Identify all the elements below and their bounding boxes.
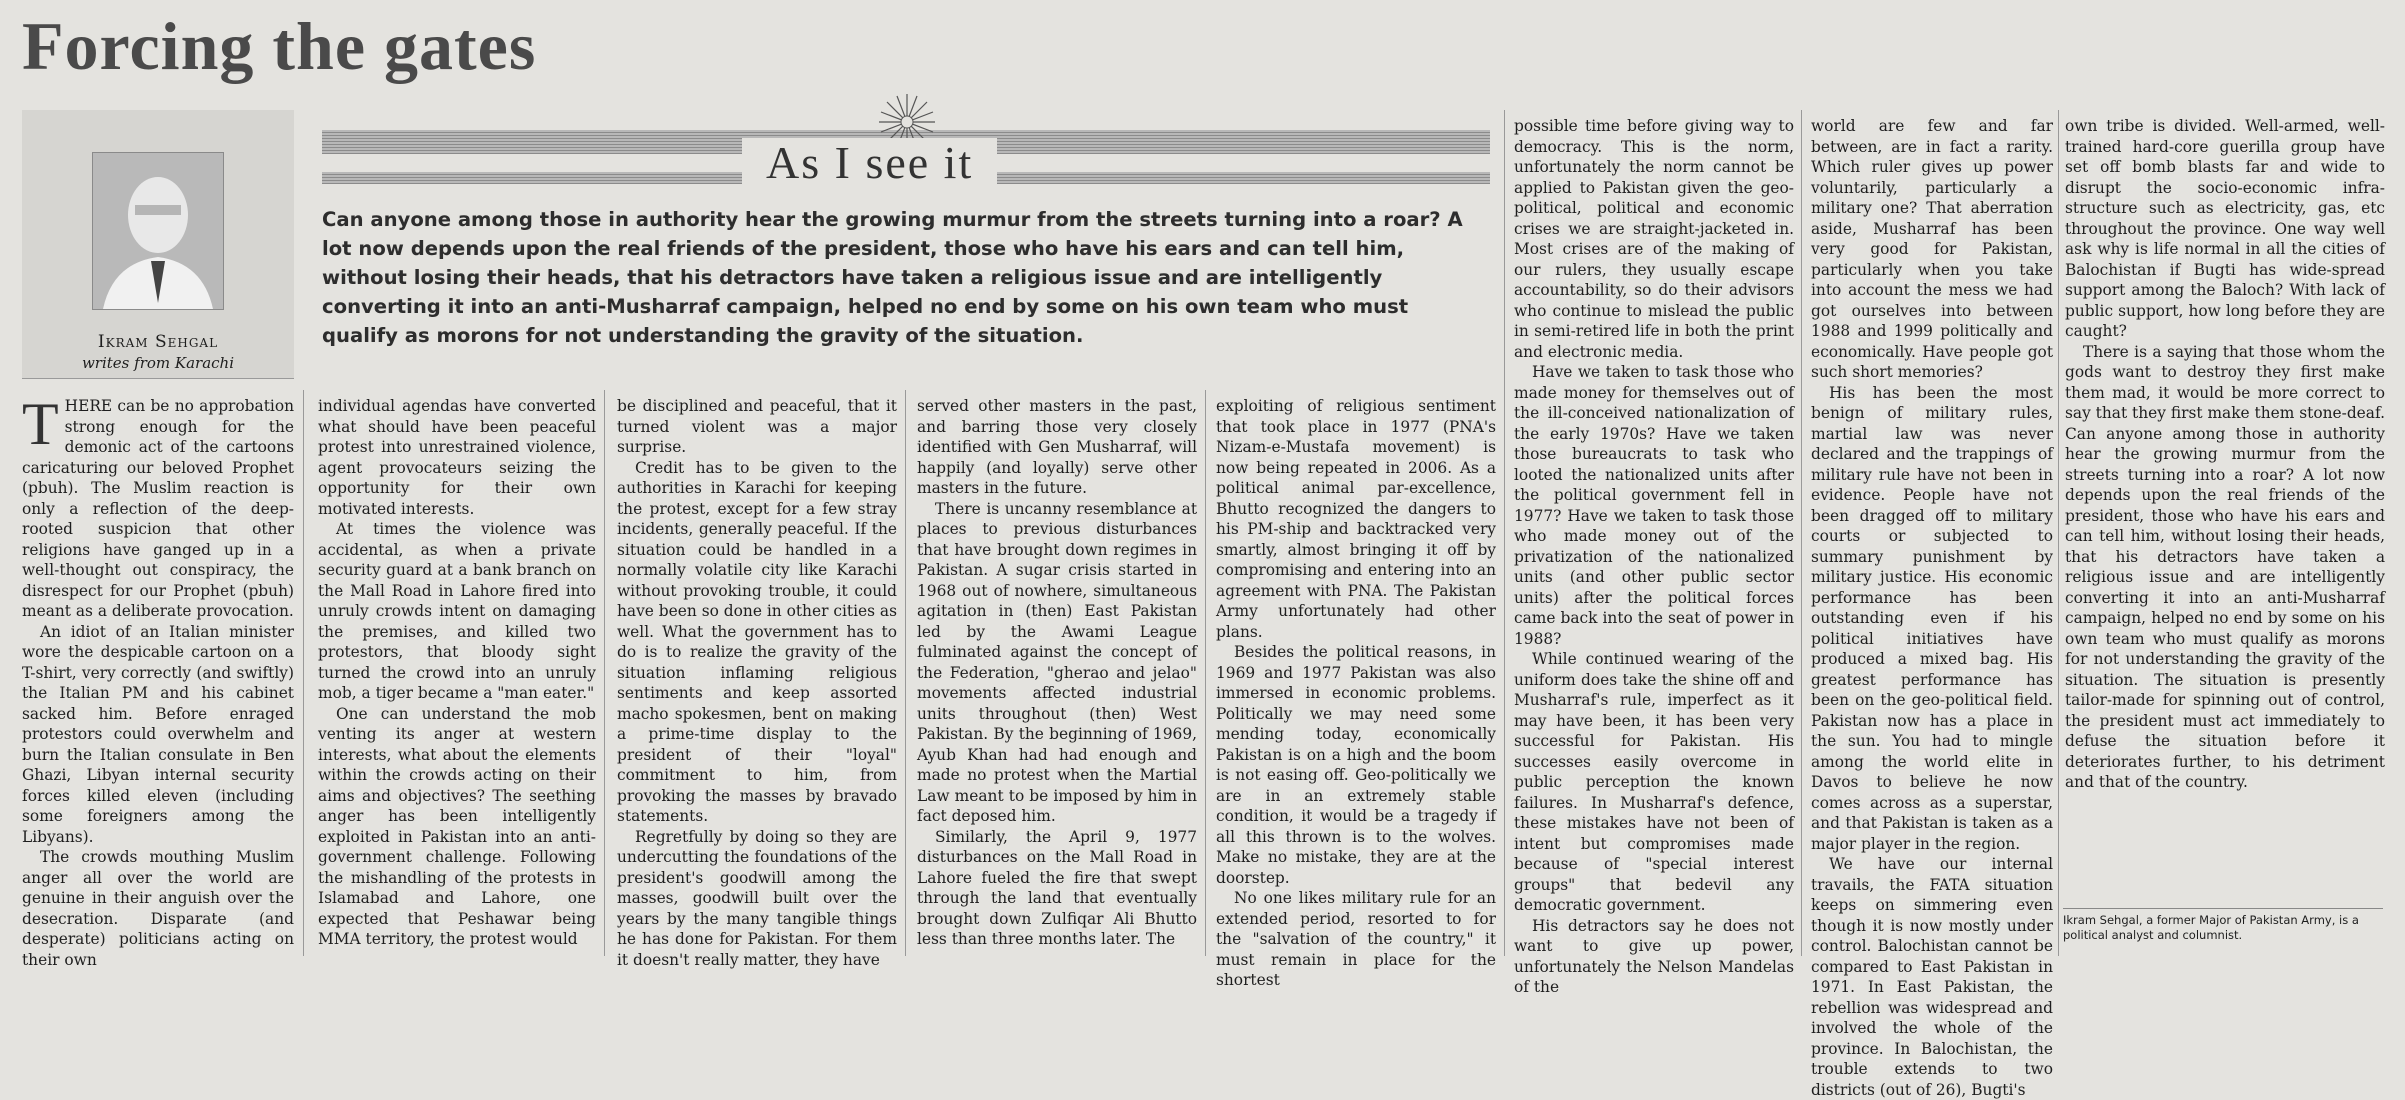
paragraph: individual agendas have converted what should have been peaceful protest into unrestrained violence, agent provocateurs seizing the opportunity for their own motivated interests. <box>318 397 596 518</box>
author-bio: Ikram Sehgal, a former Major of Pakistan Army, is a political analyst and columnist. <box>2063 908 2383 943</box>
paragraph: We have our internal travails, the FATA situation keeps on simmering even though it is now mostly under control. Balochistan cannot be compared to East Pakistan in 1971. In East Pakistan, the rebellion was widespread and involved the whole of the province. In Balochistan, the trouble extends to two districts (out of 26), Bugti's <box>1811 855 2053 1099</box>
article-column-4 <box>917 396 1197 952</box>
article-column-5 <box>1216 396 1496 989</box>
paragraph: Besides the political reasons, in 1969 and 1977 Pakistan was also immersed in economic problems. Politically we may need some mending today, economically Pakistan is on a high and the boom is not easing off. Geo-politically we are in an extremely stable condition, it would be a tragedy if all this thrown is to the wolves. Make no mistake, they are at the doorstep. <box>1216 643 1496 887</box>
paragraph: An idiot of an Italian minister wore the despicable cartoon on a T-shirt, very correctly (and swiftly) the Italian PM and his cabinet sacked him. Before enraged protestors could overwhelm and burn the Italian consulate in Ben Ghazi, Libyan internal security forces killed eleven (including some foreigners among the Libyans). <box>22 622 294 846</box>
paragraph: The crowds mouthing Muslim anger all over the world are genuine in their anguish over the desecration. Disparate (and desperate) politicians acting on their own <box>22 848 294 969</box>
paragraph: exploiting of religious sentiment that took place in 1977 (PNA's Nizam-e-Mustafa movement) is now being repeated in 2006. As a political animal par-excellence, Bhutto recognized the dangers to his PM-ship and backtracked very smartly, almost bringing it off by compromising and entering into an agreement with PNA. The Pakistan Army unfortunately had other plans. <box>1216 397 1496 641</box>
author-location: writes from Karachi <box>81 354 235 372</box>
paragraph: HERE can be no approbation strong enough for the demonic act of the cartoons caricaturing our beloved Prophet (pbuh). The Muslim reaction is only a reflection of the deep-rooted suspicion that other religions have ganged up in a well-thought out conspiracy, the disrespect for our Prophet (pbuh) meant as a deliberate provocation. <box>22 397 294 620</box>
column-divider <box>1205 390 1206 956</box>
paragraph: own tribe is divided. Well-armed, well-trained hard-core guerilla group have set off bomb blasts far and wide to disrupt the socio-economic infra-structure such as electricity, gas, etc throughout the province. One way well ask why is life normal in all the cities of Balochistan if Bugti has wide-spread support among the Baloch? With lack of public support, how long before they are caught? <box>2065 117 2385 340</box>
paragraph: One can understand the mob venting its anger at western interests, what about the elements within the crowds acting on their aims and objectives? The seething anger has been intelligently exploited in Pakistan into an anti-government challenge. Following the mishandling of the protests in Islamabad and Lahore, one expected that Peshawar being MMA territory, the protest would <box>318 704 596 948</box>
article-column-2 <box>318 396 596 952</box>
deck-text <box>322 205 1482 350</box>
byline-box <box>22 110 294 379</box>
article-column-7 <box>1811 116 2053 1099</box>
paragraph: While continued wearing of the uniform does take the shine off and Musharraf's rule, imperfect as it may have been, it has been very successful for Pakistan. His successes easily overcome in public perception the known failures. In Musharraf's defence, these mistakes have not been of intent but compromises made because of "special interest groups" that bedevil any democratic government. <box>1514 650 1794 914</box>
column-divider <box>2058 110 2059 956</box>
drop-cap: T <box>22 391 59 457</box>
author-name: Ikram Sehgal <box>97 332 219 352</box>
column-divider <box>604 390 605 956</box>
banner-title: As I see it <box>742 138 997 189</box>
paragraph: Similarly, the April 9, 1977 disturbances on the Mall Road in Lahore fueled the fire that swept through the land that eventually brought down Zulfiqar Ali Bhutto less than three months later. The <box>917 827 1197 948</box>
paragraph: His detractors say he does not want to give up power, unfortunately the Nelson Mandelas of the <box>1514 916 1794 996</box>
paragraph: possible time before giving way to democracy. This is the norm, unfortunately the norm cannot be applied to Pakistan given the geo-political, political and economic crises we are straight-jacketed in. Most crises are of the making of our rulers, they usually escape accountability, so do their advisors who continue to mislead the public in semi-retired life in both the print and electronic media. <box>1514 117 1794 361</box>
paragraph: served other masters in the past, and barring those very closely identified with Gen Musharraf, will happily (and loyally) serve other masters in the future. <box>917 397 1197 497</box>
column-banner <box>322 120 1490 200</box>
author-photo <box>92 152 224 310</box>
article-column-6 <box>1514 116 1794 996</box>
paragraph: be disciplined and peaceful, that it turned violent was a major surprise. <box>617 397 897 456</box>
paragraph: There is uncanny resemblance at places to previous disturbances that have brought down regimes in Pakistan. A sugar crisis started in 1968 out of nowhere, simultaneous agitation in (then) East Pakistan led by the Awami League fulminated against the concept of the Federation, "gherao and jelao" movements affected industrial units throughout (then) West Pakistan. By the beginning of 1969, Ayub Khan had had enough and made no protest when the Martial Law meant to be imposed by him in fact deposed him. <box>917 499 1197 825</box>
paragraph: No one likes military rule for an extended period, resorted to for the "salvation of the country," it must remain in place for the shortest <box>1216 889 1496 989</box>
headline: Forcing the gates <box>22 8 537 84</box>
paragraph: world are few and far between, are in fact a rarity. Which ruler gives up power voluntarily, particularly a military one? That aberration aside, Musharraf has been very good for Pakistan, particularly when you take into account the mess we had got ourselves into between 1988 and 1999 politically and economically. Have people got such short memories? <box>1811 117 2053 381</box>
column-divider <box>1504 110 1505 956</box>
paragraph: There is a saying that those whom the gods want to destroy they first make them mad, it would be more correct to say that they first make them stone-deaf. Can anyone among those in authority hear the growing murmur from the streets turning into a roar? A lot now depends upon the real friends of the president, those who have his ears and can tell him, without losing their heads, that his detractors have taken a religious issue and are intelligently converting it into an anti-Musharraf campaign, helped no end by some on his own team who must qualify as morons for not understanding the gravity of the situation. The situation is presently tailor-made for spinning out of control, the president must act immediately to defuse the situation before it deteriorates further, to his detriment and that of the country. <box>2065 342 2385 791</box>
paragraph: At times the violence was accidental, as when a private security guard at a bank branch on the Mall Road in Lahore fired into unruly crowds intent on damaging the premises, and killed two protestors, that bloody sight turned the crowd into an unruly mob, a tiger became a "man eater." <box>318 520 596 702</box>
article-column-1 <box>22 391 294 969</box>
article-column-3 <box>617 396 897 969</box>
paragraph: Regretfully by doing so they are undercutting the foundations of the president's goodwill among the masses, goodwill built over the years by the many tangible things he has done for Pakistan. For them it doesn't really matter, they have <box>617 827 897 969</box>
paragraph: Have we taken to task those who made money for themselves out of the ill-conceived nationalization of the early 1970s? Have we taken those bureaucrats to task who looted the nationalized units after the political government fell in 1977? Have we taken to task those who made money out of the privatization of the nationalized units (and other public sector units) after the political forces came back into the seat of power in 1988? <box>1514 363 1794 648</box>
deck-paragraph: Can anyone among those in authority hear the growing murmur from the streets turning into a roar? A lot now depends upon the real friends of the president, those who have his ears and can tell him, without losing their heads, that his detractors have taken a religious issue and are intelligently converting it into an anti-Musharraf campaign, helped no end by some on his own team who must qualify as morons for not understanding the gravity of the situation. <box>322 208 1463 347</box>
paragraph: Credit has to be given to the authorities in Karachi for keeping the protest, except for a few stray incidents, generally peaceful. If the situation could be handled in a normally volatile city like Karachi without provoking trouble, it could have been so done in other cities as well. What the government has to do is to realize the gravity of the situation inflaming religious sentiments and keep assorted macho spokesmen, bent on making a prime-time display to the president of their "loyal" commitment to him, from provoking the masses by bravado statements. <box>617 458 897 825</box>
column-divider <box>905 390 906 956</box>
article-column-8 <box>2065 116 2385 902</box>
paragraph: His has been the most benign of military rules, martial law was never declared and the trappings of military rule have not been in evidence. People have not been dragged off to military courts or subjected to summary punishment by military justice. His economic performance has been outstanding even if his political initiatives have produced a mixed bag. His greatest performance has been on the geo-political field. Pakistan now has a place in the sun. You had to mingle among the world elite in Davos to believe he now comes across as a superstar, and that Pakistan is taken as a major player in the region. <box>1811 383 2053 853</box>
column-divider <box>1801 110 1802 956</box>
column-divider <box>303 390 304 956</box>
